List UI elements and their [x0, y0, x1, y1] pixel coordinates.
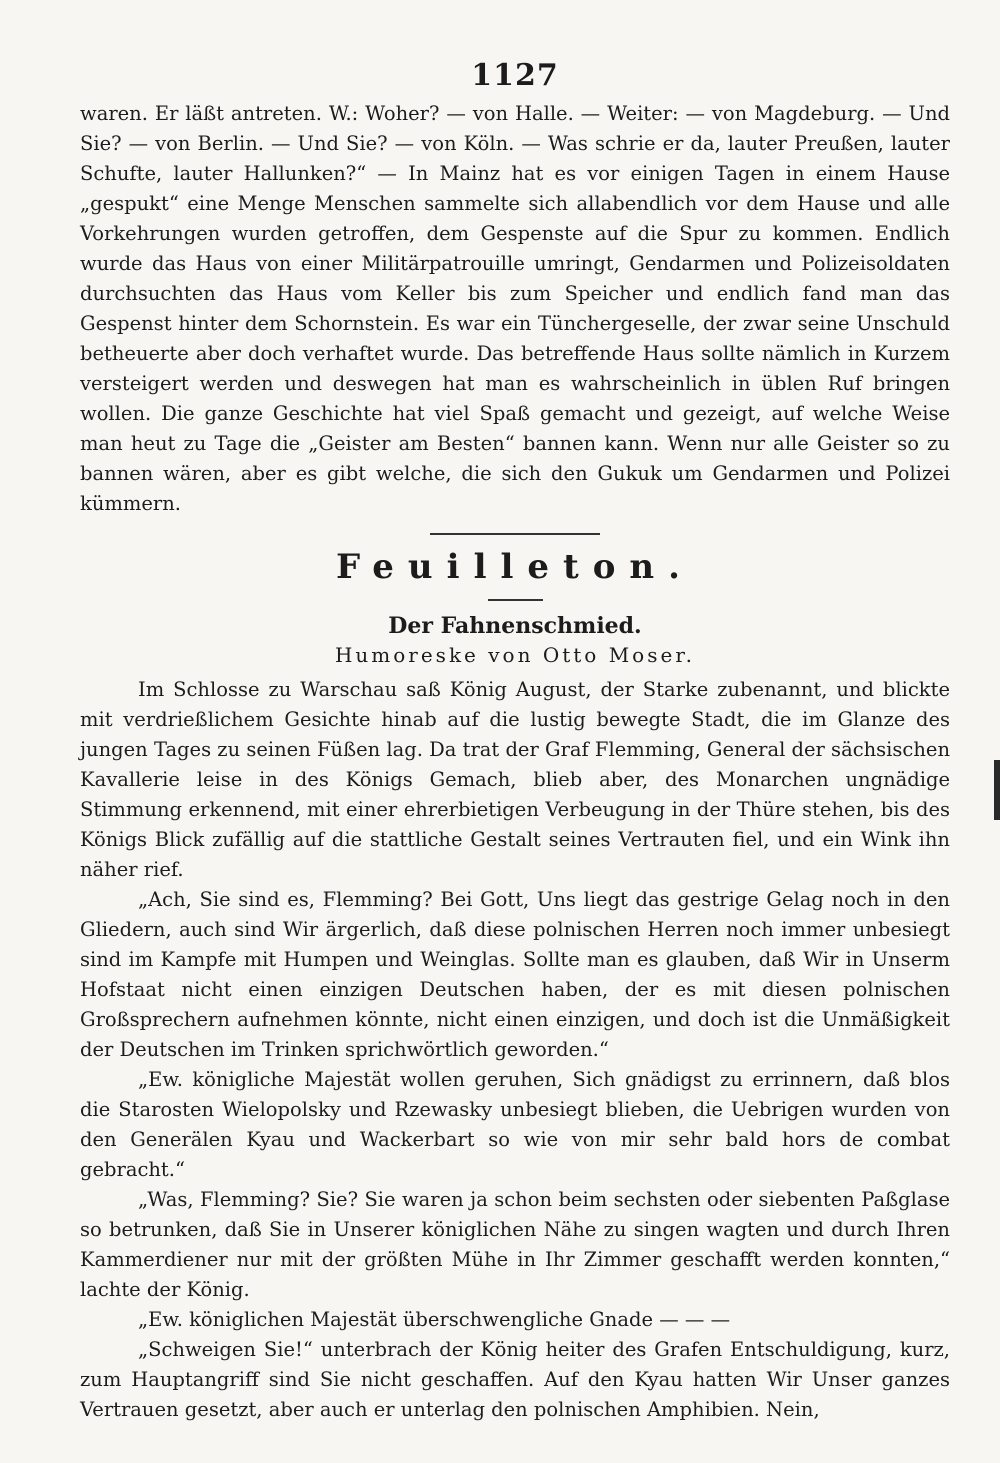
page-edge-mark — [994, 760, 1000, 820]
title-divider — [488, 599, 543, 601]
story-paragraph: „Schweigen Sie!“ unterbrach der König heiter des Grafen Entschuldigung, kurz, zum Hauptangriff sind Sie nicht geschaffen. Auf den Kyau hatten Wir Unser ganzes Vertrauen gesetzt, aber auch er unterlag den polnischen Amphibien. Nein, — [80, 1338, 950, 1421]
story-title: Der Fahnenschmied. — [388, 613, 642, 639]
story-paragraph: „Ew. königliche Majestät wollen geruhen, Sich gnädigst zu errinnern, daß blos die Starosten Wielopolsky und Rzewasky unbesiegt blieben, die Uebrigen wurden von den Generälen Kyau und Wackerbart so wie von mir sehr bald hors de combat gebracht.“ — [80, 1068, 950, 1181]
section-divider — [430, 533, 600, 535]
page-number: 1127 — [471, 58, 559, 93]
story-paragraph: Im Schlosse zu Warschau saß König August, der Starke zubenannt, und blickte mit verdrießlichem Gesichte hinab auf die lustig bewegte Stadt, die im Glanze des jungen Tages zu seinen Füßen lag. Da trat der Graf Flemming, General der sächsischen Kavallerie leise in des Königs Gemach, blieb aber, des Monarchen ungnädige Stimmung erkennend, mit einer ehrerbietigen Verbeugung in der Thüre stehen, bis des Königs Blick zufällig auf die stattliche Gestalt seines Vertrauten fiel, und ein Wink ihn näher rief. — [80, 678, 950, 881]
story-subtitle: Humoreske von Otto Moser. — [334, 643, 696, 667]
story-paragraph: „Ach, Sie sind es, Flemming? Bei Gott, Uns liegt das gestrige Gelag noch in den Gliedern, auch sind Wir ärgerlich, daß diese polnischen Herren noch immer unbesiegt sind im Kampfe mit Humpen und Weinglas. Sollte man es glauben, daß Wir in Unserm Hofstaat nicht einen einzigen Deutschen haben, der es mit diesen polnischen Großsprechern aufnehmen könnte, nicht einen einzigen, und doch ist die Unmäßigkeit der Deutschen im Trinken sprichwörtlich geworden.“ — [80, 888, 950, 1061]
news-paragraph: waren. Er läßt antreten. W.: Woher? — von Halle. — Weiter: — von Magdeburg. — Und Sie? — von Berlin. — Und Sie? — von Köln. — Was schrie er da, lauter Preußen, lauter Schufte, lauter Hallunken?“ — In Mainz hat es vor einigen Tagen in einem Hause „gespukt“ eine Menge Menschen sammelte sich allabendlich vor dem Hause und alle Vorkehrungen wurden getroffen, dem Gespenste auf die Spur zu kommen. Endlich wurde das Haus von einer Militärpatrouille umringt, Gendarmen und Polizeisoldaten durchsuchten das Haus vom Keller bis zum Speicher und endlich fand man das Gespenst hinter dem Schornstein. Es war ein Tünchergeselle, der zwar seine Unschuld betheuerte aber doch verhaftet wurde. Das betreffende Haus sollte nämlich in Kurzem versteigert werden und deswegen hat man es wahrscheinlich in üblen Ruf bringen wollen. Die ganze Geschichte hat viel Spaß gemacht und gezeigt, auf welche Weise man heut zu Tage die „Geister am Besten“ bannen kann. Wenn nur alle Geister so zu bannen wären, aber es gibt welche, die sich den Gukuk um Gendarmen und Polizei kümmern. — [80, 102, 950, 515]
story-paragraph: „Ew. königlichen Majestät überschwengliche Gnade — — — — [138, 1308, 731, 1331]
section-title: Feuilleton. — [336, 547, 694, 587]
story-paragraph: „Was, Flemming? Sie? Sie waren ja schon beim sechsten oder siebenten Paßglase so betrunken, daß Sie in Unserer königlichen Nähe zu singen wagten und durch Ihren Kammerdiener nur mit der größten Mühe in Ihr Zimmer geschafft werden konnten,“ lachte der König. — [80, 1188, 950, 1301]
